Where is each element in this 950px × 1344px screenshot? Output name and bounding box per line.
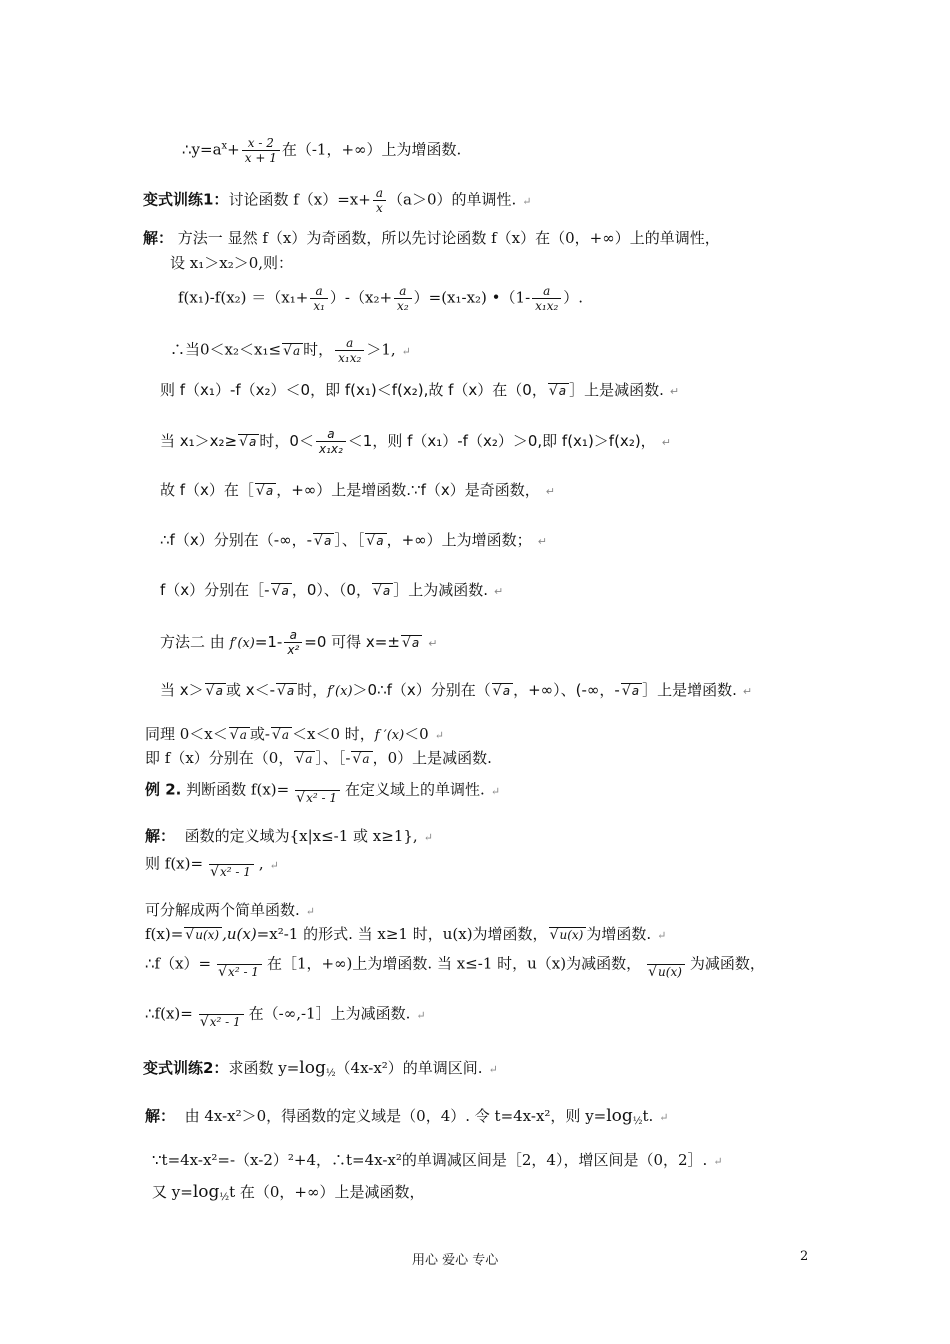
- sqrt: √ a: [294, 751, 315, 766]
- fraction: $\frac{a}{\text{x₁x₂}}$: [335, 336, 364, 365]
- sqrt: √ a: [271, 583, 292, 598]
- line-decreasing-intervals: f（x）分别在［-√ a ，0）、（0，√ a ］上为减函数. ↵: [160, 580, 503, 602]
- fraction: [643, 950, 688, 979]
- sqrt: √ x² - 1: [217, 964, 262, 979]
- paragraph-mark-icon: ↵: [269, 858, 279, 872]
- line-derivative-positive: 当 x＞√ a 或 x＜-√ a 时，f′(x)＞0∴f（x）分别在（√ a ，+∞）、(-∞，-√ a ］上是增函数. ↵: [160, 680, 752, 702]
- fraction: $\frac{a}{\text{x₂}}$: [394, 284, 412, 313]
- paragraph-mark-icon: ↵: [434, 729, 444, 742]
- paragraph-mark-icon: ↵: [423, 831, 433, 844]
- paragraph-mark-icon: ↵: [545, 485, 555, 498]
- line-decreasing-composite: ∴f(x)= √ x² - 1 在（-∞,-1］上为减函数. ↵: [145, 1000, 426, 1029]
- sqrt: √ a: [238, 434, 259, 449]
- line-assume: 设 x₁＞x₂＞0,则：: [170, 254, 294, 272]
- variant-exercise-2: 变式训练2：求函数 $y=\log_{\frac{1}{2}}(4x-x^2)$的单调区间. ↵: [143, 1058, 498, 1079]
- sqrt: √ a: [271, 727, 292, 742]
- sqrt: √ a: [372, 583, 393, 598]
- fraction: $\frac{x - 2}{x + 1}$: [242, 136, 280, 165]
- example-2: 例 2. 判断函数 f(x)= √ x² - 1 在定义域上的单调性. ↵: [145, 776, 500, 805]
- line-f-definition: 则 f(x)= √ x² - 1 , ↵: [145, 850, 279, 879]
- fraction: $\frac{a}{\text{x₁x₂}}$: [532, 284, 561, 313]
- sqrt: √ a: [492, 683, 513, 698]
- footer-slogan: 用心 爱心 专心: [412, 1253, 499, 1268]
- paragraph-mark-icon: ↵: [669, 385, 680, 398]
- fraction: $\frac{a}{\text{x₁x₂}}$: [316, 427, 346, 456]
- line-decreasing-interval: 则 f（x₁）-f（x₂）＜0，即 f(x₁)＜f(x₂),故 f（x）在（0，√ a ］上是减函数. ↵: [160, 380, 679, 402]
- solution-method-1: 解： 方法一 显然 f（x）为奇函数，所以先讨论函数 f（x）在（0，+∞）上的单调性，: [143, 229, 720, 247]
- paragraph-mark-icon: ↵: [713, 1155, 723, 1168]
- fraction: [291, 776, 343, 805]
- line-quadratic-intervals: ∵t=4x-x²=-（x-2）²+4，∴t=4x-x²的单调减区间是［2，4），增区间是（0，2］. ↵: [152, 1151, 723, 1169]
- paragraph-mark-icon: ↵: [537, 535, 547, 548]
- line-increasing-intervals: ∴f（x）分别在（-∞，-√ a ］、［√ a ，+∞）上为增函数； ↵: [160, 530, 547, 552]
- line-decompose: 可分解成两个简单函数. ↵: [145, 901, 315, 919]
- sqrt: √ a: [276, 683, 297, 698]
- sqrt: √ x² - 1: [199, 1014, 244, 1029]
- paragraph-mark-icon: ↵: [661, 436, 671, 449]
- sqrt: √ u(x): [184, 927, 222, 942]
- line-composite: f(x)=√ u(x) ,u(x)=x²-1 的形式. 当 x≥1 时，u(x)为增函数，√ u(x) 为增函数. ↵: [145, 924, 666, 946]
- line-similarly: 同理 0＜x＜√ a 或-√ a ＜x＜0 时，f ′(x)＜0 ↵: [145, 724, 444, 746]
- line-increasing-odd: 故 f（x）在［√ a ，+∞）上是增函数.∵f（x）是奇函数， ↵: [160, 480, 555, 502]
- paragraph-mark-icon: ↵: [657, 929, 667, 942]
- paragraph-mark-icon: ↵: [659, 1111, 669, 1124]
- line-method-2: 方法二 由 f′(x)=1- $\frac{a}{\text{x²}}$ =0 可得 x=±√ a ↵: [160, 628, 437, 657]
- line-difference-formula: f(x₁)-f(x₂) ＝（x₁+ $\frac{a}{\text{x₁}}$ ）-（x₂+ $\frac{a}{\text{x₂}}$ ）=(x₁-x₂) •（1- $\frac{a}{\text{x₁x₂}}$ ）.: [178, 284, 584, 313]
- solution-log-domain: 解： 由 4x-x²＞0，得函数的定义域是（0，4）. 令 t=4x-x²，则 $y=\log_{\frac{1}{2}}t$. ↵: [145, 1106, 669, 1127]
- paragraph-mark-icon: ↵: [305, 905, 315, 918]
- fraction: $\frac{a}{x}$: [373, 186, 386, 215]
- line-decreasing-conclusion: 即 f（x）分别在（0，√ a ］、［-√ a ，0）上是减函数.: [145, 748, 492, 768]
- sqrt: √ a: [229, 727, 250, 742]
- sqrt: √ u(x): [647, 964, 685, 979]
- fraction: [213, 950, 265, 979]
- fraction: [205, 850, 257, 879]
- line-case-large: 当 x₁＞x₂≥√ a 时，0＜ $\frac{a}{\text{x₁x₂}}$ ＜1，则 f（x₁）-f（x₂）＞0,即 f(x₁)＞f(x₂)， ↵: [160, 427, 671, 456]
- line-conclusion-increasing: $\therefore y=a^x+$ $\frac{x - 2}{x + 1}$ 在（-1，+∞）上为增函数.: [182, 136, 462, 165]
- paragraph-mark-icon: ↵: [494, 585, 504, 598]
- paragraph-mark-icon: ↵: [401, 344, 411, 358]
- sqrt: √ a: [548, 383, 569, 398]
- fraction: $\frac{a}{\text{x₁}}$: [310, 284, 328, 313]
- page-number: 2: [800, 1249, 809, 1264]
- sqrt: √ a: [255, 483, 276, 498]
- fraction: [195, 1000, 247, 1029]
- sqrt: √ x² - 1: [209, 864, 254, 879]
- sqrt: √ a: [401, 635, 422, 650]
- sqrt: √ u(x): [549, 927, 587, 942]
- sqrt: √ a: [365, 533, 386, 548]
- sqrt: √ a: [313, 533, 334, 548]
- sqrt: √ a: [282, 343, 303, 358]
- paragraph-mark-icon: ↵: [490, 784, 501, 798]
- solution-domain: 解： 函数的定义域为{x|x≤-1 或 x≥1}, ↵: [145, 827, 433, 845]
- line-increasing-composite: ∴f（x）= √ x² - 1 在［1，+∞)上为增函数. 当 x≤-1 时，u（x)为减函数， √ u(x) 为减函数，: [145, 950, 765, 979]
- line-case-small: ∴当0＜x₂＜x₁≤√ a 时， $\frac{a}{\text{x₁x₂}}$ ＞1, ↵: [170, 336, 411, 365]
- sqrt: √ x² - 1: [295, 790, 340, 805]
- line-log-decreasing: 又 $y=\log_{\frac{1}{2}}t$ 在（0，+∞）上是减函数，: [152, 1182, 425, 1203]
- paragraph-mark-icon: ↵: [488, 1063, 498, 1076]
- paragraph-mark-icon: ↵: [742, 685, 753, 698]
- sqrt: √ a: [621, 683, 642, 698]
- paragraph-mark-icon: ↵: [522, 194, 532, 208]
- fraction: $\frac{a}{\text{x²}}$: [284, 628, 302, 657]
- paragraph-mark-icon: ↵: [416, 1008, 426, 1022]
- paragraph-mark-icon: ↵: [428, 637, 438, 650]
- variant-exercise-1: 变式训练1：讨论函数 f（x）=x+ $\frac{a}{x}$ （a＞0）的单调性. ↵: [143, 186, 532, 215]
- sqrt: √ a: [351, 751, 372, 766]
- sqrt: √ a: [205, 683, 226, 698]
